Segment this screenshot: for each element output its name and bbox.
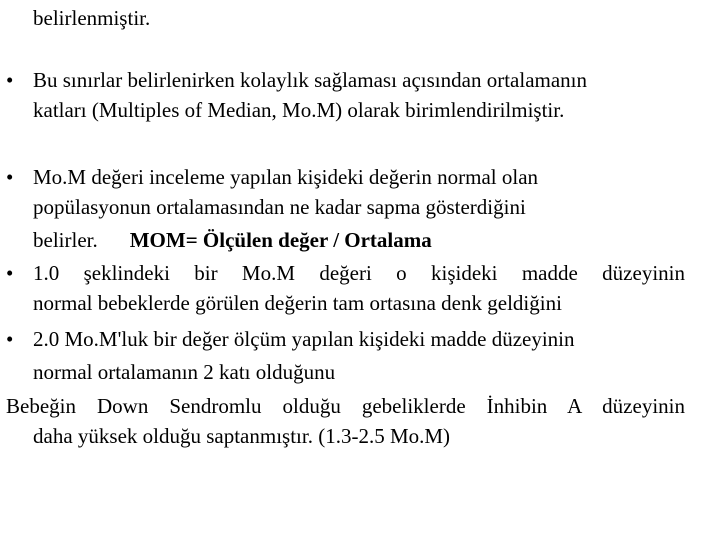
text-span: o kişideki madde <box>396 261 578 285</box>
text-line: katları (Multiples of Median, Mo.M) olarak birimlendirilmiştir. <box>33 98 565 122</box>
text-line: Bebeğin Down Sendromlu olduğu gebeliklerde İnhibin A düzeyinin <box>6 394 685 418</box>
text-line: Bu sınırlar belirlenirken kolaylık sağlaması açısından ortalamanın <box>33 68 588 92</box>
text-line: Mo.M değeri inceleme yapılan kişideki değerin normal olan <box>33 165 539 189</box>
bullet-icon: • <box>6 68 14 92</box>
text-line: normal bebeklerde görülen değerin tam ortasına denk geldiğini <box>33 291 562 315</box>
text-span: 1.0 şeklindeki bir Mo.M değeri <box>33 261 372 285</box>
text-line <box>33 259 685 287</box>
text-span: düzeyinin <box>602 261 685 285</box>
text-line: popülasyonun ortalamasından ne kadar sapma gösterdiğini <box>33 195 526 219</box>
bullet-icon: • <box>6 261 14 285</box>
text-line: belirlenmiştir. <box>33 6 151 30</box>
bullet-icon: • <box>6 327 14 351</box>
text-line <box>33 226 432 254</box>
formula-text: MOM= Ölçülen değer / Ortalama <box>129 228 432 252</box>
bullet-icon: • <box>6 165 14 189</box>
text-line: daha yüksek olduğu saptanmıştır. (1.3-2.5 Mo.M) <box>33 424 451 448</box>
text-line: 2.0 Mo.M'luk bir değer ölçüm yapılan kişideki madde düzeyinin <box>33 327 575 351</box>
text-line: normal ortalamanın 2 katı olduğunu <box>33 360 336 384</box>
text-span: belirler. <box>33 228 98 252</box>
